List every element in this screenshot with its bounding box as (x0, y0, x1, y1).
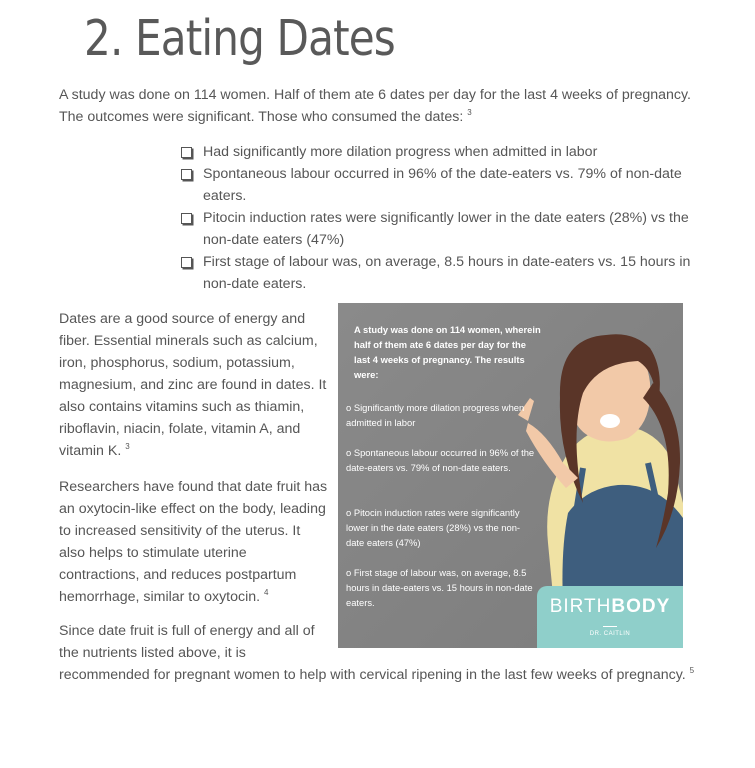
citation-ref: 4 (264, 588, 269, 597)
intro-text: A study was done on 114 women. Half of them ate 6 dates per day for the last 4 weeks of pregnancy. The outcomes were significant. Those who consumed the dates: (59, 87, 691, 125)
checkbox-bullet-icon (181, 213, 192, 224)
infographic-bullet: o Significantly more dilation progress when admitted in labor (346, 402, 525, 428)
list-item (181, 207, 701, 251)
recommend-rest: recommended for pregnant women to help with cervical ripening in the last few weeks of pregnancy. (59, 667, 686, 683)
infographic-heading: A study was done on 114 women, wherein half of them ate 6 dates per day for the last 4 weeks of pregnancy. The results were: (354, 324, 541, 380)
infographic-bullet: o First stage of labour was, on average, 8.5 hours in date-eaters vs. 15 hours in non-date eaters. (346, 567, 533, 608)
recommend-line2: the nutrients listed above, it is (59, 645, 246, 661)
recommend-line1: Since date fruit is full of energy and all of (59, 623, 315, 639)
checkbox-bullet-icon (181, 169, 192, 180)
nutrients-text: Dates are a good source of energy and fiber. Essential minerals such as calcium, iron, phosphorus, sodium, potassium, magnesium, and zinc are found in dates. It also contains vitamins such as thiamin, riboflavin, niacin, folate, vitamin A, and vitamin K. (59, 311, 327, 459)
page-title: 2. Eating Dates (84, 10, 395, 67)
list-item (181, 251, 701, 295)
intro-paragraph (59, 84, 699, 128)
list-item-text: Spontaneous labour occurred in 96% of the date-eaters vs. 79% of non-date eaters. (203, 166, 682, 204)
checkbox-bullet-icon (181, 257, 192, 268)
results-list (181, 141, 701, 295)
birthbody-logo (537, 586, 683, 648)
logo-word-body: BODY (611, 596, 671, 617)
citation-ref: 3 (467, 108, 472, 117)
logo-subtitle: DR. CAITLIN (589, 631, 631, 637)
study-infographic (338, 303, 683, 648)
oxytocin-text: Researchers have found that date fruit has an oxytocin-like effect on the body, leading to increased sensitivity of the uterus. It also helps to stimulate uterine contractions, and reduces postpartum hemorrhage, similar to oxytocin. (59, 479, 328, 605)
nutrients-paragraph (59, 308, 329, 462)
infographic-bullet: o Spontaneous labour occurred in 96% of the date-eaters vs. 79% of non-date eaters. (346, 447, 535, 473)
list-item-text: Pitocin induction rates were significantly lower in the date eaters (28%) vs the non-date eaters (47%) (203, 210, 689, 248)
logo-word-birth: BIRTH (549, 596, 612, 617)
infographic-bullet: o Pitocin induction rates were significantly lower in the date eaters (28%) vs the non-date eaters (47%) (346, 507, 521, 548)
logo-divider (603, 626, 617, 627)
list-item (181, 163, 701, 207)
citation-ref: 5 (689, 666, 695, 675)
citation-ref: 3 (125, 442, 130, 451)
list-item-text: Had significantly more dilation progress when admitted in labor (203, 144, 598, 160)
list-item-text: First stage of labour was, on average, 8.5 hours in date-eaters vs. 15 hours in non-date eaters. (203, 254, 691, 292)
list-item (181, 141, 701, 163)
logo-wordmark (537, 596, 683, 618)
checkbox-bullet-icon (181, 147, 192, 158)
oxytocin-paragraph (59, 476, 329, 608)
